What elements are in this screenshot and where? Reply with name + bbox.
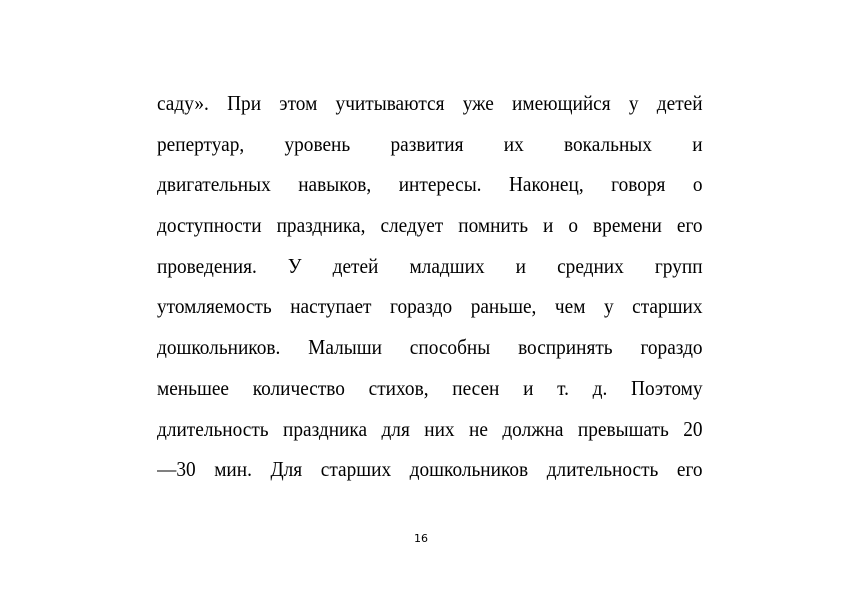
text-line-6: утомляемость наступает гораздо раньше, чем у старших xyxy=(157,294,703,319)
text-line-7: дошкольников. Малыши способны воспринять гораздо xyxy=(157,335,703,360)
text-line-8: меньшее количество стихов, песен и т. д. Поэтому xyxy=(157,375,703,400)
text-line-1: саду». При этом учитываются уже имеющийся у детей xyxy=(157,91,703,115)
text-line-3: двигательных навыков, интересы. Наконец, говоря о xyxy=(157,172,703,197)
text-line-4: доступности праздника, следует помнить и о времени его xyxy=(157,213,703,238)
page-number: 16 xyxy=(414,532,428,545)
text-line-10: —30 мин. Для старших дошкольников длительность его xyxy=(157,457,703,482)
text-line-5: проведения. У детей младших и средних групп xyxy=(157,253,703,278)
body-text xyxy=(157,83,703,490)
text-line-9: длительность праздника для них не должна превышать 20 xyxy=(157,416,703,441)
text-line-2: репертуар, уровень развития их вокальных и xyxy=(157,131,703,156)
